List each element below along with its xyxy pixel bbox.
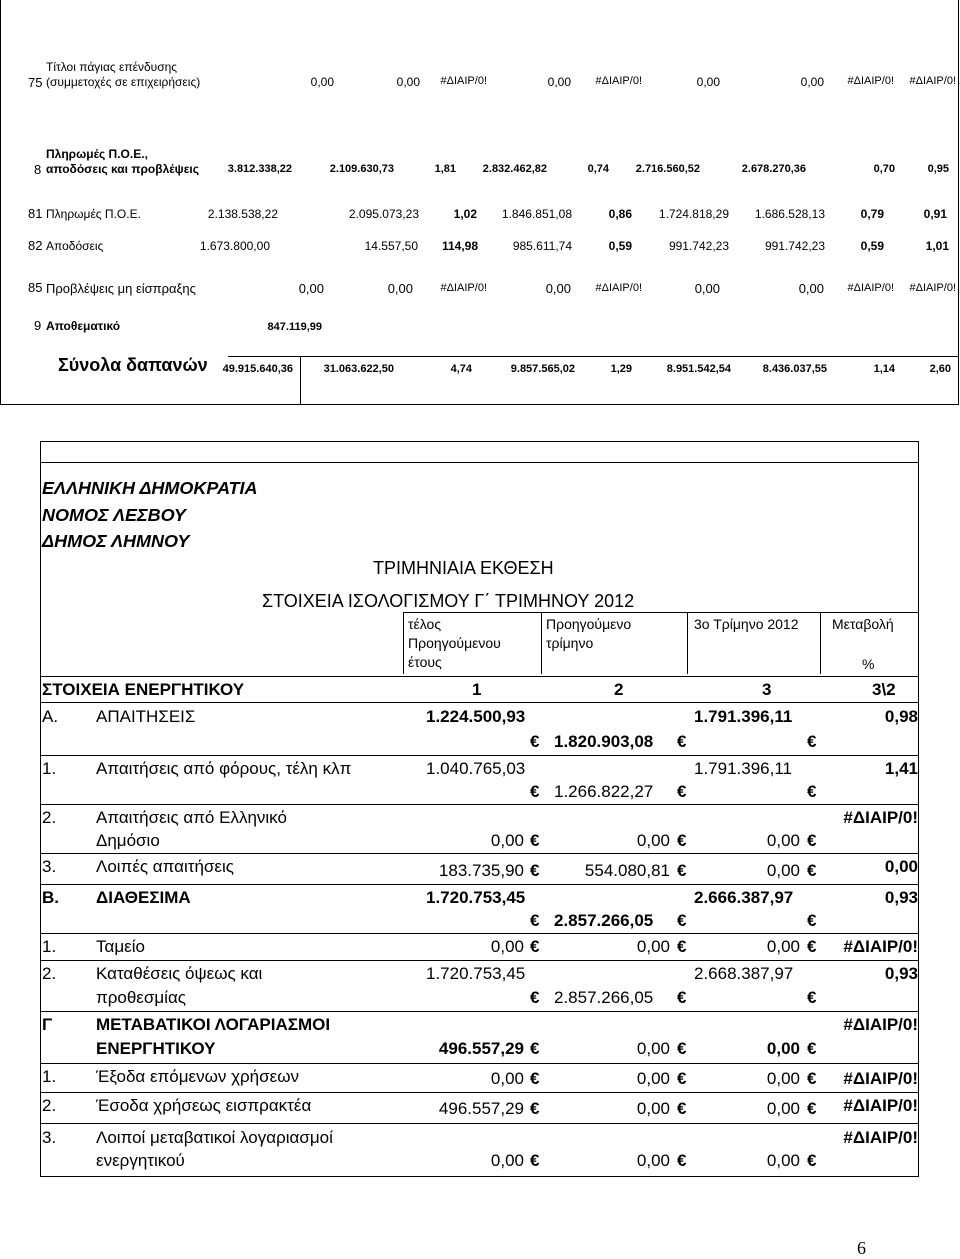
rowG-code: Γ [42,1015,53,1034]
row85-v8: #ΔΙΑΙΡ/0! [847,282,894,294]
row8-v5: 0,74 [587,163,609,175]
row85-num: 85 [28,280,43,295]
row75-v9: #ΔΙΑΙΡ/0! [909,75,956,87]
rowB-c2: 2.857.266,05 [554,911,654,930]
rowCash-label: Ταμείο [96,937,145,956]
row2-c2: 0,00 [636,831,670,850]
header-prefecture: ΝΟΜΟΣ ΛΕΣΒΟΥ [42,505,186,525]
row85-v3: #ΔΙΑΙΡ/0! [440,282,487,294]
row8-v4: 2.832.462,82 [482,163,547,175]
row8-v3: 1,81 [434,163,456,175]
top-table-left-border [0,0,1,405]
row1-c1: 1.040.765,03 [426,759,526,778]
rowDeposits-label: Καταθέσεις όψεως και [96,964,263,983]
index-row-bottom [40,702,919,703]
rowA-bottom [40,755,919,756]
rowIncome-label: Έσοδα χρήσεως εισπρακτέα [96,1096,312,1115]
rowOther-c2: 0,00 [636,1151,670,1170]
rowOther-c2-euro: € [677,1151,687,1170]
rowIncome-code: 2. [42,1096,57,1115]
row8-v6: 2.716.560,52 [635,163,700,175]
row75-v3: #ΔΙΑΙΡ/0! [440,75,487,87]
totals-v9: 2,60 [929,363,951,375]
rowExpenses-label: Έξοδα επόμενων χρήσεων [96,1067,299,1086]
rowOther-c3-euro: € [807,1151,817,1170]
rowDeposits-label2: προθεσμίας [96,988,186,1007]
totals-v7: 8.436.037,55 [762,363,827,375]
row81-v8: 0,79 [860,207,884,221]
rowB-bottom [40,933,919,934]
rowA-code: Α. [42,707,59,726]
row1-c4: 1,41 [884,759,918,778]
row3-label: Λοιπές απαιτήσεις [96,857,234,876]
col1-header-l3: έτους [408,654,442,670]
report-rule-1 [40,462,919,463]
row2-c1-euro: € [530,831,540,850]
rowB-c3: 2.666.387,97 [694,888,794,907]
totals-v1: 49.915.640,36 [222,363,293,375]
rowOther-c4: #ΔΙΑΙΡ/0! [843,1128,918,1147]
rowB-c2-euro: € [677,911,687,930]
rowExpenses-c2: 0,00 [636,1069,670,1088]
col1-header-l2: Προηγούμενου [408,635,501,651]
row82-v5: 0,59 [608,239,632,253]
row3-c4: 0,00 [884,857,918,876]
row75-v1: 0,00 [310,75,334,89]
row75-v6: 0,00 [696,75,720,89]
row85-v6: 0,00 [694,281,720,296]
report-title: ΤΡΙΜΗΝΙΑΙΑ ΕΚΘΕΣΗ [373,558,554,578]
rowA-label: ΑΠΑΙΤΗΣΕΙΣ [96,707,196,726]
row82-v3: 114,98 [441,239,478,253]
rowDeposits-c1-euro: € [530,988,540,1007]
rowIncome-c4: #ΔΙΑΙΡ/0! [843,1096,918,1115]
totals-v2: 31.063.622,50 [323,363,394,375]
rowDeposits-code: 2. [42,964,57,983]
row3-c2: 554.080,81 [584,861,670,880]
row81-num: 81 [28,206,43,221]
rowIncome-c1: 496.557,29 [438,1099,524,1118]
rowG-c4: #ΔΙΑΙΡ/0! [843,1015,918,1034]
totals-top-rule [228,356,959,357]
row8-num: 8 [34,162,42,177]
row3-code: 3. [42,857,57,876]
rowG-c1: 496.557,29 [438,1039,524,1058]
report-right-border [918,441,919,1177]
rowDeposits-c3: 2.668.387,97 [694,964,794,983]
rowA-c4: 0,98 [884,707,918,726]
row2-bottom [40,853,919,854]
rowG-c1-euro: € [530,1039,540,1058]
rowIncome-c1-euro: € [530,1099,540,1118]
row1-c2-euro: € [677,782,687,801]
row81-label: Πληρωμές Π.Ο.Ε. [46,207,141,221]
rowOther-c3: 0,00 [766,1151,800,1170]
row85-v1: 0,00 [298,281,324,296]
totals-sep [300,356,301,404]
rowIncome-c2: 0,00 [636,1099,670,1118]
totals-v8: 1,14 [873,363,895,375]
row9-label: Αποθεματικό [46,319,121,333]
rowG-label2: ΕΝΕΡΓΗΤΙΚΟΥ [96,1039,216,1058]
rowDeposits-bottom [40,1011,919,1012]
row9-v1: 847.119,99 [267,321,322,333]
row3-c3-euro: € [807,861,817,880]
row75-label-line2: (συμμετοχές σε επιχειρήσεις) [46,75,201,89]
rowDeposits-c4: 0,93 [884,964,918,983]
rowB-code: Β. [42,888,59,907]
row75-label-line1: Τίτλοι πάγιας επένδυσης [46,60,178,74]
rowCash-c4: #ΔΙΑΙΡ/0! [843,937,918,956]
row82-v8: 0,59 [860,239,884,253]
row81-v3: 1,02 [453,207,477,221]
row3-c2-euro: € [677,861,687,880]
rowIncome-c3: 0,00 [766,1099,800,1118]
row85-v2: 0,00 [387,281,413,296]
idx-4: 3\2 [872,680,896,699]
totals-v4: 9.857.565,02 [510,363,575,375]
row75-v7: 0,00 [800,75,824,89]
rowDeposits-c1: 1.720.753,45 [426,964,526,983]
rowA-c2-euro: € [677,732,687,751]
header-municipality: ΔΗΜΟΣ ΛΗΜΝΟΥ [42,531,190,551]
row9-num: 9 [34,318,42,333]
row3-c1-euro: € [530,861,540,880]
assets-label: ΣΤΟΙΧΕΙΑ ΕΝΕΡΓΗΤΙΚΟΥ [42,680,245,699]
row75-v4: 0,00 [547,75,571,89]
row81-v4: 1.846.851,08 [501,207,572,221]
rowA-c3: 1.791.396,11 [694,707,793,726]
rowG-label: ΜΕΤΑΒΑΤΙΚΟΙ ΛΟΓΑΡΙΑΣΜΟΙ [96,1015,331,1034]
row75-v5: #ΔΙΑΙΡ/0! [595,75,642,87]
row75-num: 75 [28,75,43,90]
row85-v4: 0,00 [545,281,571,296]
row8-label-line1: Πληρωμές Π.Ο.Ε., [46,147,148,161]
row82-v9: 1,01 [925,239,949,253]
row75-v8: #ΔΙΑΙΡ/0! [847,75,894,87]
rowExpenses-code: 1. [42,1067,57,1086]
totals-label: Σύνολα δαπανών [58,355,208,375]
report-left-border [40,441,41,1177]
row1-bottom [40,804,919,805]
rowB-label: ΔΙΑΘΕΣΙΜΑ [96,888,191,907]
totals-v5: 1,29 [610,363,632,375]
top-table-right-border [958,0,959,405]
row81-v1: 2.138.538,22 [207,207,278,221]
row82-v6: 991.742,23 [668,239,729,253]
col4-pct: % [862,656,875,672]
row81-v9: 0,91 [923,207,947,221]
row2-c2-euro: € [677,831,687,850]
row8-v8: 0,70 [873,163,895,175]
rowDeposits-c2: 2.857.266,05 [554,988,654,1007]
totals-v6: 8.951.542,54 [666,363,731,375]
rowDeposits-c3-euro: € [807,988,817,1007]
index-row-top [40,676,919,677]
rowExpenses-c2-euro: € [677,1069,687,1088]
row82-v4: 985.611,74 [512,239,572,253]
col2-header-l2: τρίμηνο [546,635,594,651]
rowB-c3-euro: € [807,911,817,930]
row8-v1: 3.812.338,22 [227,163,292,175]
rowB-c4: 0,93 [884,888,918,907]
rowCash-c1-euro: € [530,937,540,956]
rowOther-code: 3. [42,1128,57,1147]
rowG-c2-euro: € [677,1039,687,1058]
idx-1: 1 [472,680,482,699]
top-table-bottom-border [0,404,959,405]
row1-c3-euro: € [807,782,817,801]
row2-c4: #ΔΙΑΙΡ/0! [843,808,918,827]
rowIncome-c3-euro: € [807,1099,817,1118]
row2-code: 2. [42,808,57,827]
row1-c2: 1.266.822,27 [554,782,654,801]
rowExpenses-c3: 0,00 [766,1069,800,1088]
row75-v2: 0,00 [396,75,420,89]
col4-header: Μεταβολή [832,616,894,632]
row81-v2: 2.095.073,23 [348,207,419,221]
rowA-c1: 1.224.500,93 [426,707,526,726]
report-subtitle: ΣΤΟΙΧΕΙΑ ΙΣΟΛΟΓΙΣΜΟΥ Γ΄ ΤΡΙΜΗΝΟΥ 2012 [262,591,635,611]
row2-label2: Δημόσιο [96,831,160,850]
row81-v5: 0,86 [608,207,632,221]
row3-c3: 0,00 [766,861,800,880]
row1-code: 1. [42,759,57,778]
rowCash-c3-euro: € [807,937,817,956]
col2-header-l1: Προηγούμενο [546,616,632,632]
rowOther-label: Λοιποί μεταβατικοί λογαριασμοί [96,1128,333,1147]
row1-label: Απαιτήσεις από φόρους, τέλη κλπ [96,759,352,778]
row3-bottom [40,884,919,885]
rowDeposits-c2-euro: € [677,988,687,1007]
row2-c3-euro: € [807,831,817,850]
row8-v9: 0,95 [927,163,949,175]
page-number: 6 [857,1238,866,1258]
col-sep-3 [687,612,688,674]
idx-2: 2 [614,680,624,699]
row2-c3: 0,00 [766,831,800,850]
rowOther-c1: 0,00 [490,1151,524,1170]
rowExpenses-c1: 0,00 [490,1069,524,1088]
row82-num: 82 [28,238,43,253]
report-top-border [40,441,919,442]
col1-header-l1: τέλος [408,616,442,632]
rowA-c3-euro: € [807,732,817,751]
rowExpenses-c1-euro: € [530,1069,540,1088]
rowA-c1-euro: € [530,732,540,751]
row2-label: Απαιτήσεις από Ελληνικό [96,808,287,827]
row8-v7: 2.678.270,36 [741,163,806,175]
row82-v1: 1.673.800,00 [199,239,270,253]
rowG-c3: 0,00 [766,1039,800,1058]
row81-v7: 1.686.528,13 [754,207,825,221]
row1-c3: 1.791.396,11 [694,759,792,778]
report-bottom-border [40,1176,919,1177]
col-sep-1 [403,612,404,674]
rowG-bottom [40,1063,919,1064]
rowExpenses-c3-euro: € [807,1069,817,1088]
row85-label: Προβλέψεις μη είσπραξης [46,281,196,296]
rowExpenses-c4: #ΔΙΑΙΡ/0! [843,1069,918,1088]
rowOther-label2: ενεργητικού [96,1151,185,1170]
rowCash-code: 1. [42,937,57,956]
col3-header: 3ο Τρίμηνο 2012 [694,616,799,632]
row3-c1: 183.735,90 [438,861,524,880]
rowExpenses-bottom [40,1092,919,1093]
rowIncome-c2-euro: € [677,1099,687,1118]
col-sep-2 [541,612,542,674]
rowCash-c2-euro: € [677,937,687,956]
row82-label: Αποδόσεις [46,239,104,253]
rowCash-bottom [40,960,919,961]
rowB-c1-euro: € [530,911,540,930]
rowOther-c1-euro: € [530,1151,540,1170]
row82-v2: 14.557,50 [364,239,418,253]
rowCash-c1: 0,00 [490,937,524,956]
row1-c1-euro: € [530,782,540,801]
totals-v3: 4,74 [450,363,472,375]
rowIncome-bottom [40,1123,919,1124]
rowB-c1: 1.720.753,45 [426,888,526,907]
rowA-c2: 1.820.903,08 [554,732,654,751]
rowG-c3-euro: € [807,1039,817,1058]
row85-v7: 0,00 [798,281,824,296]
row81-v6: 1.724.818,29 [658,207,729,221]
idx-3: 3 [762,680,772,699]
col-sep-4 [820,612,821,674]
row85-v5: #ΔΙΑΙΡ/0! [595,282,642,294]
rowCash-c3: 0,00 [766,937,800,956]
row85-v9: #ΔΙΑΙΡ/0! [909,282,956,294]
col-header-top [403,612,918,613]
row8-v2: 2.109.630,73 [329,163,394,175]
row2-c1: 0,00 [490,831,524,850]
rowG-c2: 0,00 [636,1039,670,1058]
row8-label-line2: αποδόσεις και προβλέψεις [46,162,199,176]
row82-v7: 991.742,23 [764,239,825,253]
rowCash-c2: 0,00 [636,937,670,956]
header-country: ΕΛΛΗΝΙΚΗ ΔΗΜΟΚΡΑΤΙΑ [42,478,258,498]
